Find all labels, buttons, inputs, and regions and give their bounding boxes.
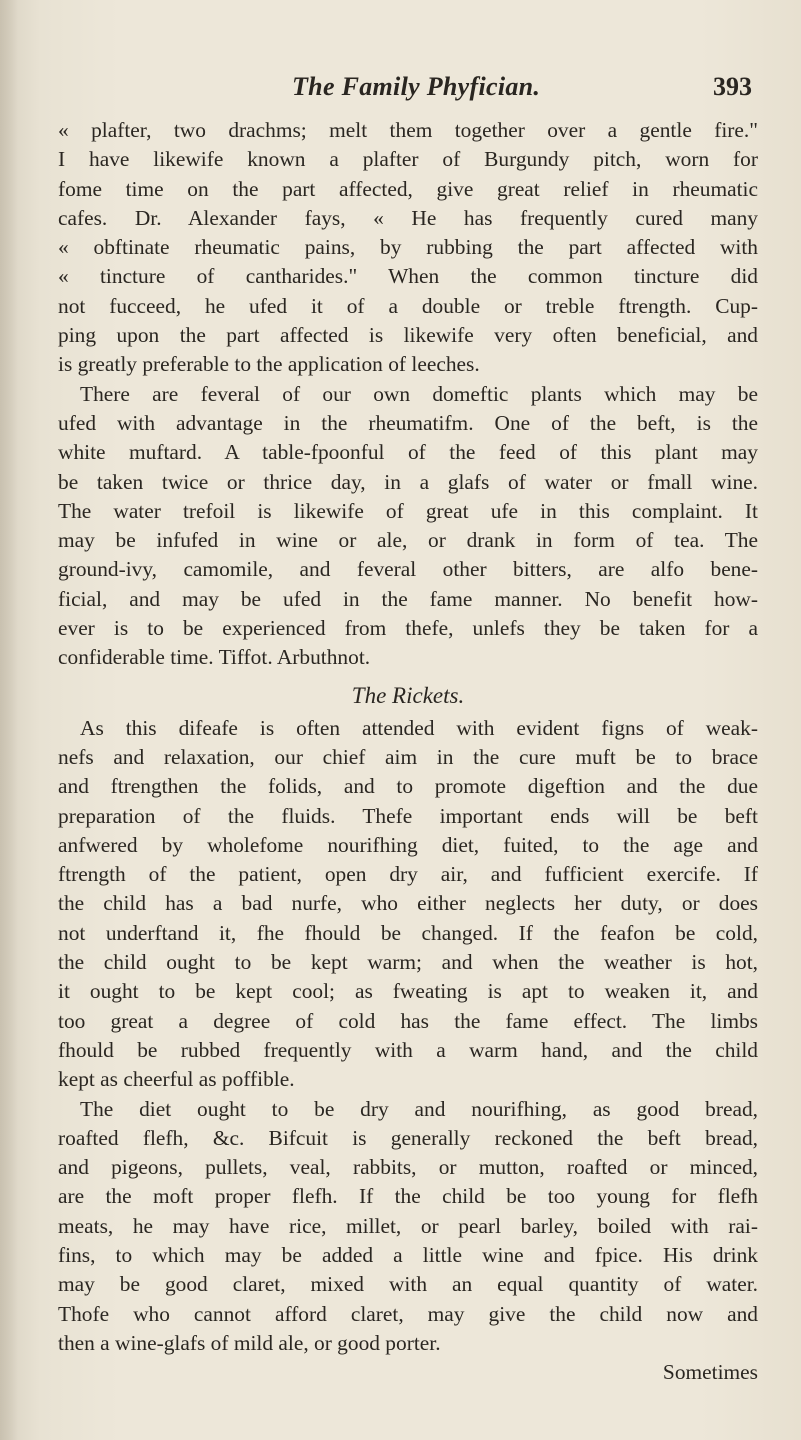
text-line: There are feveral of our own domeftic plants which may be (80, 381, 758, 406)
text-line: Thofe who cannot afford claret, may give the child now and (58, 1301, 758, 1326)
text-line: be taken twice or thrice day, in a glafs of water or fmall wine. (58, 469, 758, 494)
body-text (58, 116, 758, 1387)
text-line: ping upon the part affected is likewife very often beneficial, and (58, 323, 758, 348)
text-line: fhould be rubbed frequently with a warm hand, and the child (58, 1037, 758, 1062)
text-line: the child ought to be kept warm; and when the weather is hot, (58, 950, 758, 975)
text-line: ufed with advantage in the rheumatifm. One of the beft, is the (58, 410, 758, 435)
page-header (292, 72, 752, 112)
text-line: ground-ivy, camomile, and feveral other bitters, are alfo bene- (58, 557, 758, 582)
text-line: « plafter, two drachms; melt them together over a gentle fire." (58, 118, 758, 142)
catchword: Sometimes (662, 1360, 758, 1385)
text-line: ficial, and may be ufed in the fame manner. No benefit how- (58, 586, 758, 611)
text-line: I have likewife known a plafter of Burgundy pitch, worn for (58, 147, 758, 172)
text-line: cafes. Dr. Alexander fays, « He has frequently cured many (58, 205, 758, 230)
text-line: ever is to be experienced from thefe, unlefs they be taken for a (58, 616, 758, 641)
text-line: The diet ought to be dry and nourifhing, as good bread, (80, 1096, 758, 1121)
text-line: white muftard. A table-fpoonful of the feed of this plant may (58, 440, 758, 465)
text-line: fome time on the part affected, give great relief in rheumatic (58, 176, 758, 201)
text-line: kept as cheerful as poffible. (58, 1067, 295, 1092)
text-line: confiderable time. Tiffot. Arbuthnot. (58, 645, 371, 670)
text-line: is greatly preferable to the application of leeches. (58, 352, 480, 377)
text-line: not fucceed, he ufed it of a double or treble ftrength. Cup- (58, 293, 758, 318)
section-heading: The Rickets. (351, 682, 465, 708)
text-line: it ought to be kept cool; as fweating is apt to weaken it, and (58, 979, 758, 1004)
text-line: preparation of the fluids. Thefe important ends will be beft (58, 803, 758, 828)
text-line: anfwered by wholefome nourifhing diet, fuited, to the age and (58, 832, 758, 857)
text-line: The water trefoil is likewife of great ufe in this complaint. It (58, 498, 758, 523)
text-line: may be good claret, mixed with an equal quantity of water. (58, 1272, 758, 1297)
text-line: « tincture of cantharides." When the common tincture did (58, 264, 758, 289)
text-line: then a wine-glafs of mild ale, or good porter. (58, 1330, 441, 1355)
page-number: 393 (713, 72, 752, 101)
text-line: ftrength of the patient, open dry air, and fufficient exercife. If (58, 862, 758, 887)
text-line: meats, he may have rice, millet, or pearl barley, boiled with rai- (58, 1213, 758, 1238)
running-head: The Family Phyfician. (292, 72, 541, 101)
text-line: roafted flefh, &c. Bifcuit is generally reckoned the beft bread, (58, 1125, 758, 1150)
text-line: nefs and relaxation, our chief aim in the cure muft be to brace (58, 744, 758, 769)
page-gutter-shadow (0, 0, 18, 1440)
text-line: As this difeafe is often attended with evident figns of weak- (80, 715, 758, 740)
text-line: not underftand it, fhe fhould be changed. If the feafon be cold, (58, 920, 758, 945)
text-line: may be infufed in wine or ale, or drank in form of tea. The (58, 528, 758, 553)
text-line: are the moft proper flefh. If the child be too young for flefh (58, 1184, 758, 1209)
text-line: and ftrengthen the folids, and to promote digeftion and the due (58, 774, 758, 799)
text-line: « obftinate rheumatic pains, by rubbing the part affected with (58, 235, 758, 260)
text-line: and pigeons, pullets, veal, rabbits, or mutton, roafted or minced, (58, 1155, 758, 1180)
text-line: too great a degree of cold has the fame effect. The limbs (58, 1008, 758, 1033)
text-line: the child has a bad nurfe, who either neglects her duty, or does (58, 891, 758, 916)
text-line: fins, to which may be added a little wine and fpice. His drink (58, 1242, 758, 1267)
